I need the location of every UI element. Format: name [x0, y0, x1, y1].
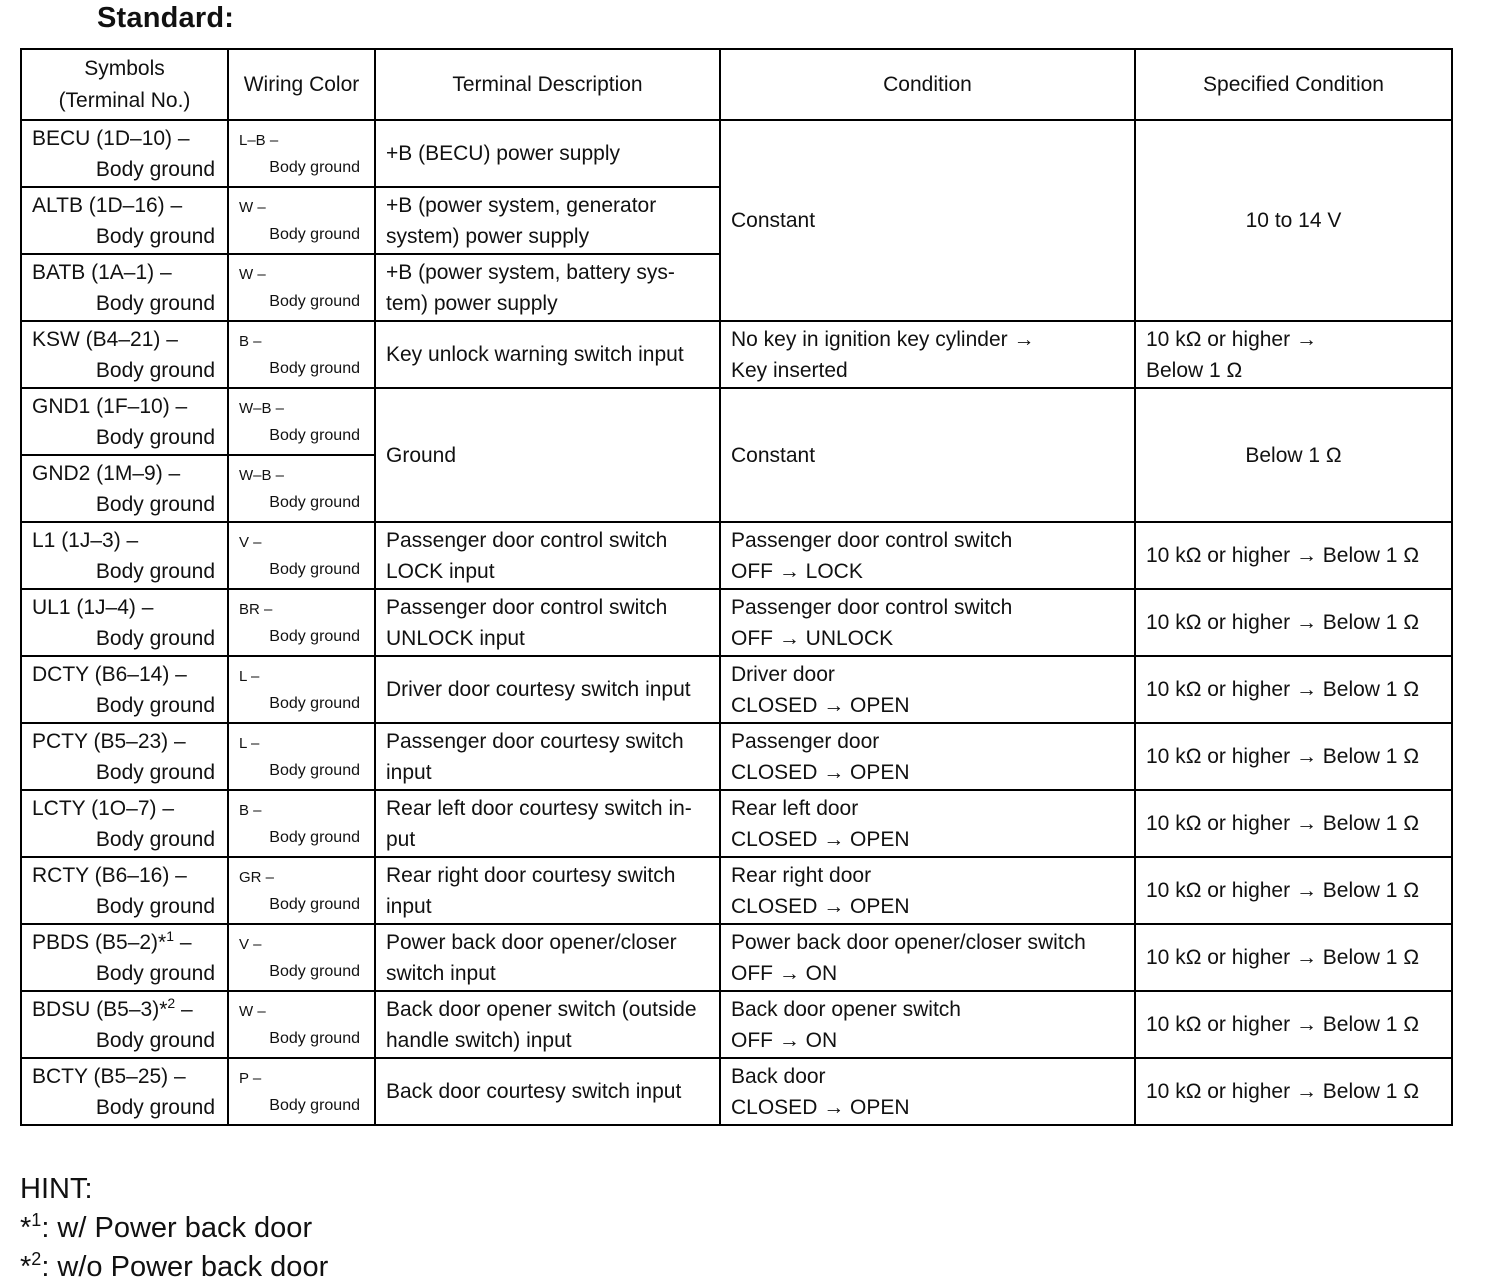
table-row	[21, 321, 1452, 388]
footnote-star: *	[20, 1212, 32, 1244]
footnote-star: *	[20, 1251, 32, 1283]
header-symbols-line1: Symbols	[84, 56, 165, 80]
wiring-color: V –	[239, 533, 262, 551]
condition-cell: Constant	[720, 388, 1135, 522]
condition-line2: CLOSED → OPEN	[731, 827, 910, 851]
hint-label: HINT:	[20, 1173, 93, 1205]
condition-line2: CLOSED → OPEN	[731, 760, 910, 784]
table-row	[21, 790, 1452, 857]
condition-line2: OFF → ON	[731, 961, 838, 985]
footnote-superscript: 2	[167, 994, 176, 1011]
wiring-color: BR –	[239, 600, 273, 618]
symbol-ground: Body ground	[95, 157, 215, 181]
table-row	[21, 857, 1452, 924]
description-cell: Back door courtesy switch input	[375, 1058, 720, 1125]
symbol-ground: Body ground	[95, 559, 215, 583]
symbol-ground: Body ground	[95, 1095, 215, 1119]
symbol-text: BCTY (B5–25) –	[32, 1064, 186, 1088]
symbol-cell	[21, 723, 228, 790]
specified-cell	[1135, 321, 1452, 388]
wiring-cell	[228, 656, 375, 723]
wiring-ground: Body ground	[269, 627, 360, 645]
wiring-color: V –	[239, 935, 262, 953]
symbol-text	[32, 994, 217, 1025]
description-cell: Rear left door courtesy switch in-put	[375, 790, 720, 857]
condition-line1: Driver door	[731, 662, 835, 686]
wiring-color: W–B –	[239, 399, 285, 417]
header-wiring-color: Wiring Color	[228, 49, 375, 120]
symbol-text: PCTY (B5–23) –	[32, 729, 186, 753]
symbol-ground: Body ground	[95, 693, 215, 717]
condition-cell	[720, 991, 1135, 1058]
condition-line1: Passenger door control switch	[731, 528, 1013, 552]
condition-cell	[720, 857, 1135, 924]
wiring-color: W –	[239, 265, 266, 283]
specified-cell: 10 kΩ or higher → Below 1 Ω	[1135, 790, 1452, 857]
symbol-text: BATB (1A–1) –	[32, 260, 172, 284]
wiring-cell	[228, 991, 375, 1058]
description-cell: +B (power system, battery sys-tem) power supply	[375, 254, 720, 321]
wiring-ground: Body ground	[269, 225, 360, 243]
wiring-cell	[228, 1058, 375, 1125]
wiring-color: W –	[239, 1002, 266, 1020]
table-header-row	[21, 49, 1452, 120]
symbol-dash: –	[175, 997, 193, 1021]
condition-cell	[720, 321, 1135, 388]
header-specified-condition: Specified Condition	[1135, 49, 1452, 120]
header-symbols	[21, 49, 228, 120]
wiring-cell	[228, 522, 375, 589]
symbol-text: ALTB (1D–16) –	[32, 193, 183, 217]
symbol-ground: Body ground	[95, 894, 215, 918]
condition-line2: CLOSED → OPEN	[731, 1095, 910, 1119]
wiring-ground: Body ground	[269, 895, 360, 913]
wiring-color: L –	[239, 667, 260, 685]
symbol-ground: Body ground	[95, 760, 215, 784]
symbol-ground: Body ground	[95, 492, 215, 516]
wiring-color: B –	[239, 801, 262, 819]
symbol-text: BECU (1D–10) –	[32, 126, 190, 150]
condition-line1: Passenger door control switch	[731, 595, 1013, 619]
specified-cell: 10 kΩ or higher → Below 1 Ω	[1135, 723, 1452, 790]
table-row	[21, 991, 1452, 1058]
symbol-text: UL1 (1J–4) –	[32, 595, 154, 619]
symbol-text: GND2 (1M–9) –	[32, 461, 181, 485]
table-row	[21, 1058, 1452, 1125]
condition-line2: CLOSED → OPEN	[731, 693, 910, 717]
symbol-code: BDSU (B5–3)*	[32, 997, 168, 1021]
condition-line1: Power back door opener/closer switch	[731, 930, 1086, 954]
header-condition: Condition	[720, 49, 1135, 120]
wiring-cell	[228, 857, 375, 924]
footnote-number: 1	[31, 1210, 42, 1230]
condition-line1: No key in ignition key cylinder →	[731, 327, 1035, 351]
wiring-color: W –	[239, 198, 266, 216]
symbol-text: RCTY (B6–16) –	[32, 863, 187, 887]
symbol-text: L1 (1J–3) –	[32, 528, 139, 552]
table-row	[21, 120, 1452, 187]
condition-cell	[720, 1058, 1135, 1125]
specified-cell: 10 to 14 V	[1135, 120, 1452, 321]
symbol-cell	[21, 991, 228, 1058]
symbol-ground: Body ground	[95, 1028, 215, 1052]
footnote-text: : w/ Power back door	[41, 1212, 313, 1244]
wiring-cell	[228, 321, 375, 388]
footnote-number: 2	[31, 1249, 42, 1269]
wiring-cell	[228, 254, 375, 321]
wiring-ground: Body ground	[269, 962, 360, 980]
wiring-cell	[228, 723, 375, 790]
table-row	[21, 388, 1452, 455]
symbol-ground: Body ground	[95, 827, 215, 851]
description-cell: +B (power system, generator system) power supply	[375, 187, 720, 254]
description-cell: Rear right door courtesy switch input	[375, 857, 720, 924]
specified-cell: 10 kΩ or higher → Below 1 Ω	[1135, 522, 1452, 589]
specified-cell: 10 kΩ or higher → Below 1 Ω	[1135, 991, 1452, 1058]
condition-line2: Key inserted	[731, 358, 848, 382]
wiring-color: P –	[239, 1069, 262, 1087]
wiring-ground: Body ground	[269, 828, 360, 846]
condition-line1: Rear left door	[731, 796, 859, 820]
wiring-ground: Body ground	[269, 1096, 360, 1114]
description-cell: Power back door opener/closer switch input	[375, 924, 720, 991]
specified-cell: 10 kΩ or higher → Below 1 Ω	[1135, 924, 1452, 991]
wiring-ground: Body ground	[269, 761, 360, 779]
condition-line2: OFF → LOCK	[731, 559, 863, 583]
symbol-cell	[21, 924, 228, 991]
footnote-text: : w/o Power back door	[41, 1251, 329, 1283]
wiring-color: L–B –	[239, 131, 279, 149]
footnote-1	[20, 1209, 328, 1248]
description-cell: Ground	[375, 388, 720, 522]
symbol-ground: Body ground	[95, 626, 215, 650]
symbol-dash: –	[174, 930, 192, 954]
symbol-cell	[21, 790, 228, 857]
wiring-ground: Body ground	[269, 493, 360, 511]
symbol-ground: Body ground	[95, 224, 215, 248]
wiring-cell	[228, 187, 375, 254]
symbol-cell	[21, 1058, 228, 1125]
condition-cell	[720, 522, 1135, 589]
specified-line1: 10 kΩ or higher →	[1146, 327, 1317, 351]
specified-cell: 10 kΩ or higher → Below 1 Ω	[1135, 656, 1452, 723]
wiring-ground: Body ground	[269, 1029, 360, 1047]
condition-cell	[720, 723, 1135, 790]
wiring-cell	[228, 790, 375, 857]
description-cell: Passenger door control switch LOCK input	[375, 522, 720, 589]
footnote-2	[20, 1248, 328, 1287]
condition-line2: CLOSED → OPEN	[731, 894, 910, 918]
header-symbols-line2: (Terminal No.)	[58, 88, 191, 112]
condition-cell	[720, 656, 1135, 723]
condition-line2: OFF → ON	[731, 1028, 838, 1052]
wiring-ground: Body ground	[269, 560, 360, 578]
description-cell: Passenger door control switch UNLOCK input	[375, 589, 720, 656]
symbol-cell	[21, 857, 228, 924]
footnote-superscript: 1	[166, 927, 175, 944]
table-row	[21, 589, 1452, 656]
wiring-cell	[228, 589, 375, 656]
symbol-cell	[21, 187, 228, 254]
wiring-color: GR –	[239, 868, 275, 886]
symbol-text: DCTY (B6–14) –	[32, 662, 187, 686]
specified-cell: 10 kΩ or higher → Below 1 Ω	[1135, 857, 1452, 924]
symbol-cell	[21, 589, 228, 656]
symbol-text: GND1 (1F–10) –	[32, 394, 188, 418]
table-row	[21, 723, 1452, 790]
description-cell: Passenger door courtesy switch input	[375, 723, 720, 790]
symbol-cell	[21, 522, 228, 589]
condition-cell	[720, 790, 1135, 857]
symbol-ground: Body ground	[95, 961, 215, 985]
condition-line1: Back door opener switch	[731, 997, 961, 1021]
specified-cell: 10 kΩ or higher → Below 1 Ω	[1135, 589, 1452, 656]
wiring-color: L –	[239, 734, 260, 752]
condition-line2: OFF → UNLOCK	[731, 626, 894, 650]
symbol-text: KSW (B4–21) –	[32, 327, 178, 351]
symbol-cell	[21, 321, 228, 388]
wiring-ground: Body ground	[269, 158, 360, 176]
condition-cell: Constant	[720, 120, 1135, 321]
symbol-cell	[21, 388, 228, 455]
description-cell: Back door opener switch (outside handle switch) input	[375, 991, 720, 1058]
condition-line1: Passenger door	[731, 729, 880, 753]
symbol-cell	[21, 254, 228, 321]
symbol-ground: Body ground	[95, 291, 215, 315]
symbol-ground: Body ground	[95, 358, 215, 382]
condition-line1: Back door	[731, 1064, 826, 1088]
description-cell: Key unlock warning switch input	[375, 321, 720, 388]
hint-section	[20, 1170, 328, 1287]
wiring-cell	[228, 924, 375, 991]
wiring-cell	[228, 120, 375, 187]
specified-cell: 10 kΩ or higher → Below 1 Ω	[1135, 1058, 1452, 1125]
condition-cell	[720, 924, 1135, 991]
table-row	[21, 522, 1452, 589]
condition-line1: Rear right door	[731, 863, 872, 887]
standard-table	[20, 48, 1453, 1126]
wiring-color: B –	[239, 332, 262, 350]
page-title: Standard:	[97, 2, 235, 34]
wiring-ground: Body ground	[269, 694, 360, 712]
specified-line2: Below 1 Ω	[1146, 358, 1243, 382]
symbol-text	[32, 927, 217, 958]
table-row	[21, 656, 1452, 723]
description-cell: +B (BECU) power supply	[375, 120, 720, 187]
condition-cell	[720, 589, 1135, 656]
header-terminal-description: Terminal Description	[375, 49, 720, 120]
symbol-text: LCTY (1O–7) –	[32, 796, 175, 820]
symbol-ground: Body ground	[95, 425, 215, 449]
description-cell: Driver door courtesy switch input	[375, 656, 720, 723]
specified-cell: Below 1 Ω	[1135, 388, 1452, 522]
wiring-cell	[228, 455, 375, 522]
table-row	[21, 924, 1452, 991]
symbol-cell	[21, 656, 228, 723]
wiring-ground: Body ground	[269, 292, 360, 310]
symbol-code: PBDS (B5–2)*	[32, 930, 167, 954]
symbol-cell	[21, 455, 228, 522]
wiring-ground: Body ground	[269, 359, 360, 377]
symbol-cell	[21, 120, 228, 187]
wiring-cell	[228, 388, 375, 455]
wiring-color: W–B –	[239, 466, 285, 484]
wiring-ground: Body ground	[269, 426, 360, 444]
